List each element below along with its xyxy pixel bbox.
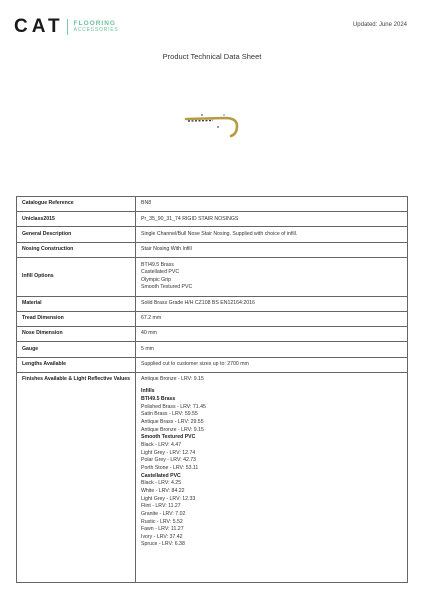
finish-item: White - LRV: 84.22 xyxy=(141,487,185,494)
table-row xyxy=(17,212,408,227)
finish-item: Black - LRV: 4.47 xyxy=(141,441,182,448)
fixing-dot xyxy=(217,126,219,128)
page-title: Product Technical Data Sheet xyxy=(162,52,262,61)
finish-item: Polished Brass - LRV: 71.45 xyxy=(141,403,206,410)
table-row xyxy=(17,327,408,342)
table-row xyxy=(17,372,408,582)
table-row xyxy=(17,296,408,311)
row-value xyxy=(136,372,408,582)
finish-item: Flint - LRV: 11.27 xyxy=(141,503,181,510)
row-value: Solid Brass Grade H/H CZ108 BS EN12164:2016 xyxy=(136,296,408,311)
table-row xyxy=(17,197,408,212)
fixing-dot xyxy=(201,114,203,116)
finish-item: Antique Bronze - LRV: 9.15 xyxy=(141,426,204,433)
finish-item: Rustic - LRV: 5.52 xyxy=(141,518,183,525)
table-row xyxy=(17,311,408,326)
table-row xyxy=(17,357,408,372)
logo-subtitle-line-2: ACCESSORIES xyxy=(73,26,119,33)
table-row xyxy=(17,227,408,242)
finish-item: Black - LRV: 4.25 xyxy=(141,480,182,487)
table-row xyxy=(17,257,408,296)
finish-item: Spruce - LRV: 6.38 xyxy=(141,541,185,548)
logo-divider xyxy=(67,19,68,35)
stair-nosing-product-image xyxy=(180,110,244,138)
finish-group-heading: Smooth Textured PVC xyxy=(141,434,196,441)
row-label: Nose Dimension xyxy=(17,327,136,342)
logo-wordmark: CAT xyxy=(14,16,64,37)
row-label: Tread Dimension xyxy=(17,311,136,326)
finish-item: Polar Grey - LRV: 42.73 xyxy=(141,457,197,464)
row-value: Single Channel/Bull Nose Stair Nosing. Supplied with choice of infill. xyxy=(136,227,408,242)
table-row xyxy=(17,242,408,257)
finish-group-heading: Castellated PVC xyxy=(141,472,181,479)
infills-heading: Infills xyxy=(141,388,155,395)
row-label: Nosing Construction xyxy=(17,242,136,257)
finish-group-heading: BTI49.5 Brass xyxy=(141,396,176,402)
infill-option: Olympic Grip xyxy=(141,276,171,283)
row-label: Lengths Available xyxy=(17,357,136,372)
logo-subtitle-line-1: FLOORING xyxy=(73,19,116,27)
row-label: General Description xyxy=(17,227,136,242)
finish-item: Porth Stone - LRV: 53.11 xyxy=(141,464,199,471)
infill-strip xyxy=(188,121,213,122)
row-value: Stair Nosing With Infill xyxy=(136,242,408,257)
finish-item: Antique Bronze - LRV: 9.15 xyxy=(141,375,204,382)
finish-item: Ivory - LRV: 37.42 xyxy=(141,533,183,540)
row-value: 5 mm xyxy=(136,342,408,357)
row-value: 40 mm xyxy=(136,327,408,342)
infill-option: Castellated PVC xyxy=(141,269,180,276)
technical-data-table xyxy=(16,196,408,583)
table-row xyxy=(17,342,408,357)
updated-date: Updated: June 2024 xyxy=(352,22,407,28)
row-value: Pr_35_90_31_74 RIGID STAIR NOSINGS xyxy=(136,212,408,227)
row-value xyxy=(136,257,408,296)
row-value: Supplied cut to customer sizes up to: 2700 mm xyxy=(136,357,408,372)
row-label: Finishes Available & Light Reflective Values xyxy=(17,372,136,582)
row-label: Infill Options xyxy=(17,257,136,296)
cat-logo xyxy=(14,17,119,36)
page-header xyxy=(0,0,424,48)
row-label: Catalogue Reference xyxy=(17,197,136,212)
logo-subtitle xyxy=(74,20,119,34)
row-label: Uniclass2015 xyxy=(17,212,136,227)
finish-item: Light Grey - LRV: 12.74 xyxy=(141,449,196,456)
infill-option: Smooth Textured PVC xyxy=(141,284,193,291)
finish-item: Satin Brass - LRV: 59.55 xyxy=(141,411,198,418)
infill-option: BTI49.5 Brass xyxy=(141,261,174,268)
finish-item: Antique Brass - LRV: 29.55 xyxy=(141,418,204,425)
row-value: BN8 xyxy=(136,197,408,212)
row-label: Gauge xyxy=(17,342,136,357)
row-value: 67.2 mm xyxy=(136,311,408,326)
finish-item: Fawn - LRV: 11.27 xyxy=(141,526,184,533)
finish-item: Light Grey - LRV: 12.33 xyxy=(141,495,196,502)
fixing-dot xyxy=(223,114,224,115)
stair-nosing-profile xyxy=(186,118,237,136)
row-label: Material xyxy=(17,296,136,311)
finish-item: Granite - LRV: 7.02 xyxy=(141,510,186,517)
